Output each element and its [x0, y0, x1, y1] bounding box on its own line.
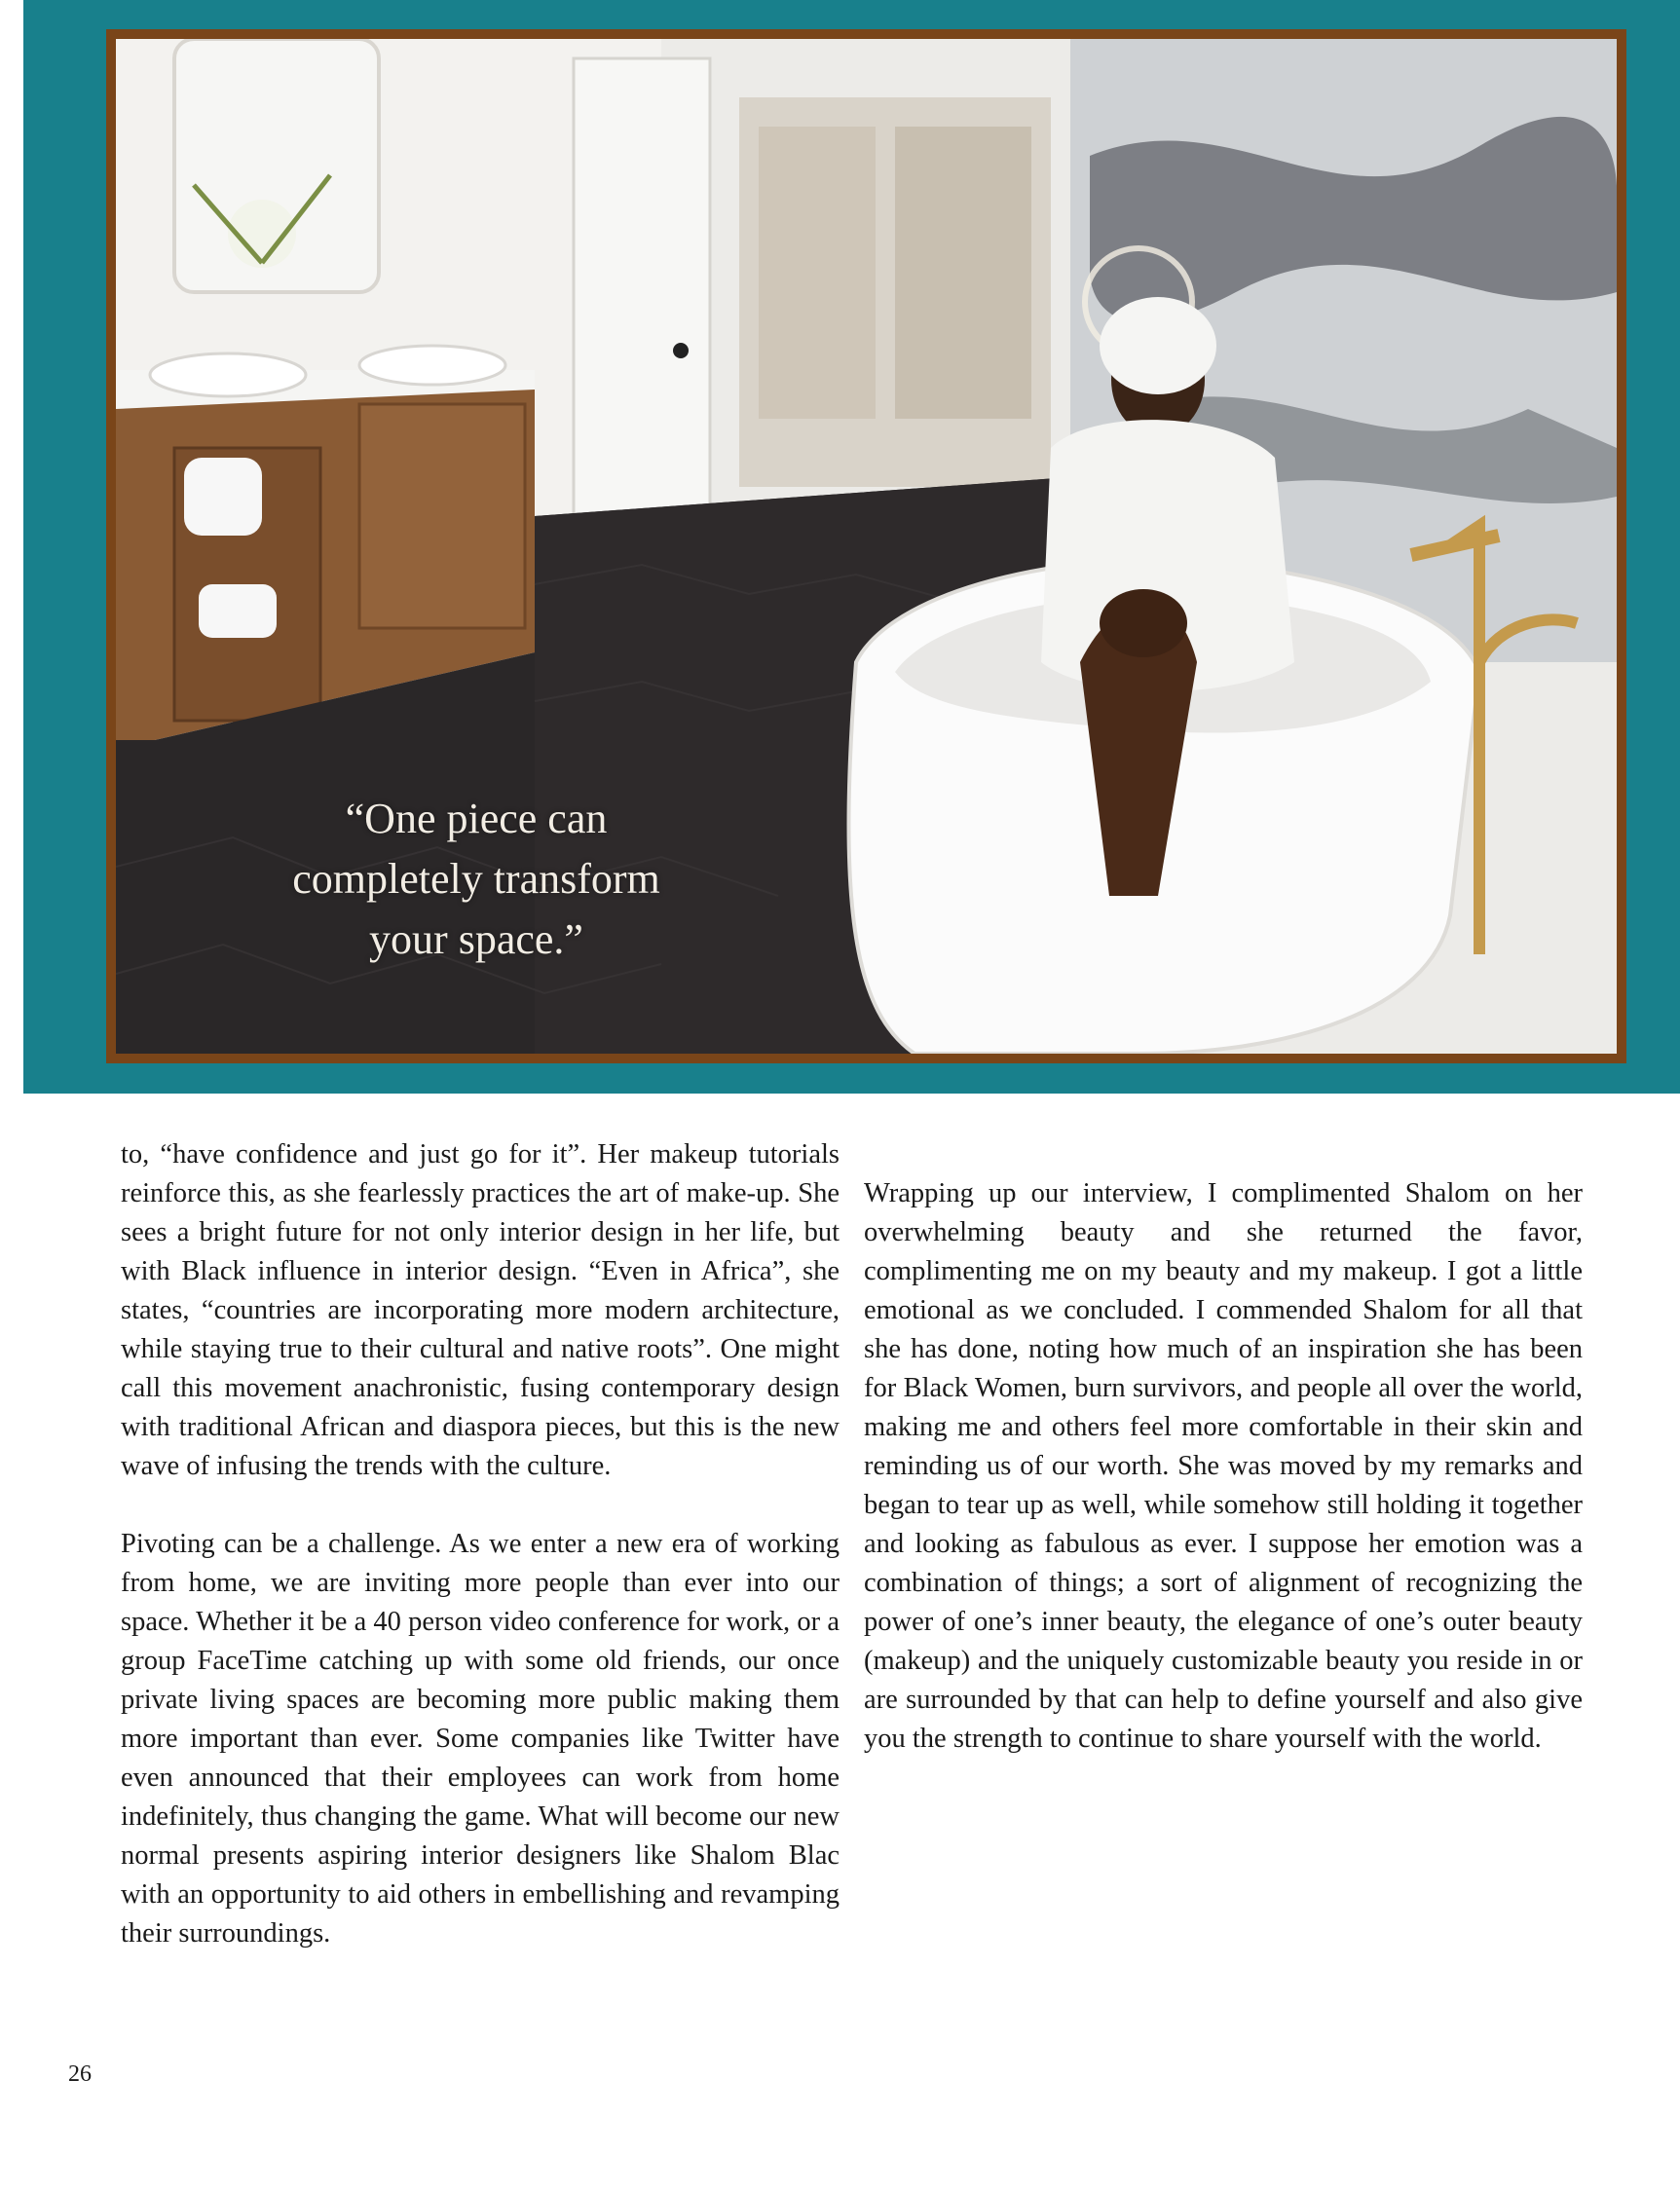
article-column-right: [864, 1174, 1583, 1759]
paragraph: Pivoting can be a challenge. As we enter a new era of working from home, we are inviting more people than ever into our space. Whether it be a 40 person video conference for work, or a group FaceTime catching up with some old friends, our once private living spaces are becoming more public making them more important than ever. Some companies like Twitter have even announced that their employees can work from home indefinitely, thus changing the game. What will become our new normal presents aspiring interior designers like Shalom Blac with an opportunity to aid others in embellishing and revamping their surroundings.: [121, 1529, 840, 1949]
paragraph: Wrapping up our interview, I complimented Shalom on her overwhelming beauty and she returned the favor, complimenting me on my beauty and my makeup. I got a little emotional as we concluded. I commended Shalom for all that she has done, noting how much of an inspiration she has been for Black Women, burn survivors, and people all over the world, making me and others feel more comfortable in their skin and reminding us of our worth. She was moved by my remarks and began to tear up as well, while somehow still holding it together and looking as fabulous as ever. I suppose her emotion was a combination of things; a sort of alignment of recognizing the power of one’s inner beauty, the elegance of one’s outer beauty (makeup) and the uniquely customizable beauty you reside in or are surrounded by that can help to define yourself and also give you the strength to continue to share yourself with the world.: [864, 1178, 1583, 1754]
pull-quote: “One piece can completely transform your space.”: [292, 795, 660, 963]
photo-frame: [106, 29, 1626, 1063]
paragraph: to, “have confidence and just go for it”. Her makeup tutorials reinforce this, as she fearlessly practices the art of make-up. She sees a bright future for not only interior design in her life, but with Black influence in interior design. “Even in Africa”, she states, “countries are incorporating more modern architecture, while staying true to their cultural and native roots”. One might call this movement anachronistic, fusing contemporary design with traditional African and diaspora pieces, but this is the new wave of infusing the trends with the culture.: [121, 1139, 840, 1481]
article-column-left: [121, 1135, 840, 1953]
bathroom-photo: [116, 39, 1617, 1054]
photo-banner: [23, 0, 1680, 1094]
page-number: 26: [68, 2061, 92, 2087]
